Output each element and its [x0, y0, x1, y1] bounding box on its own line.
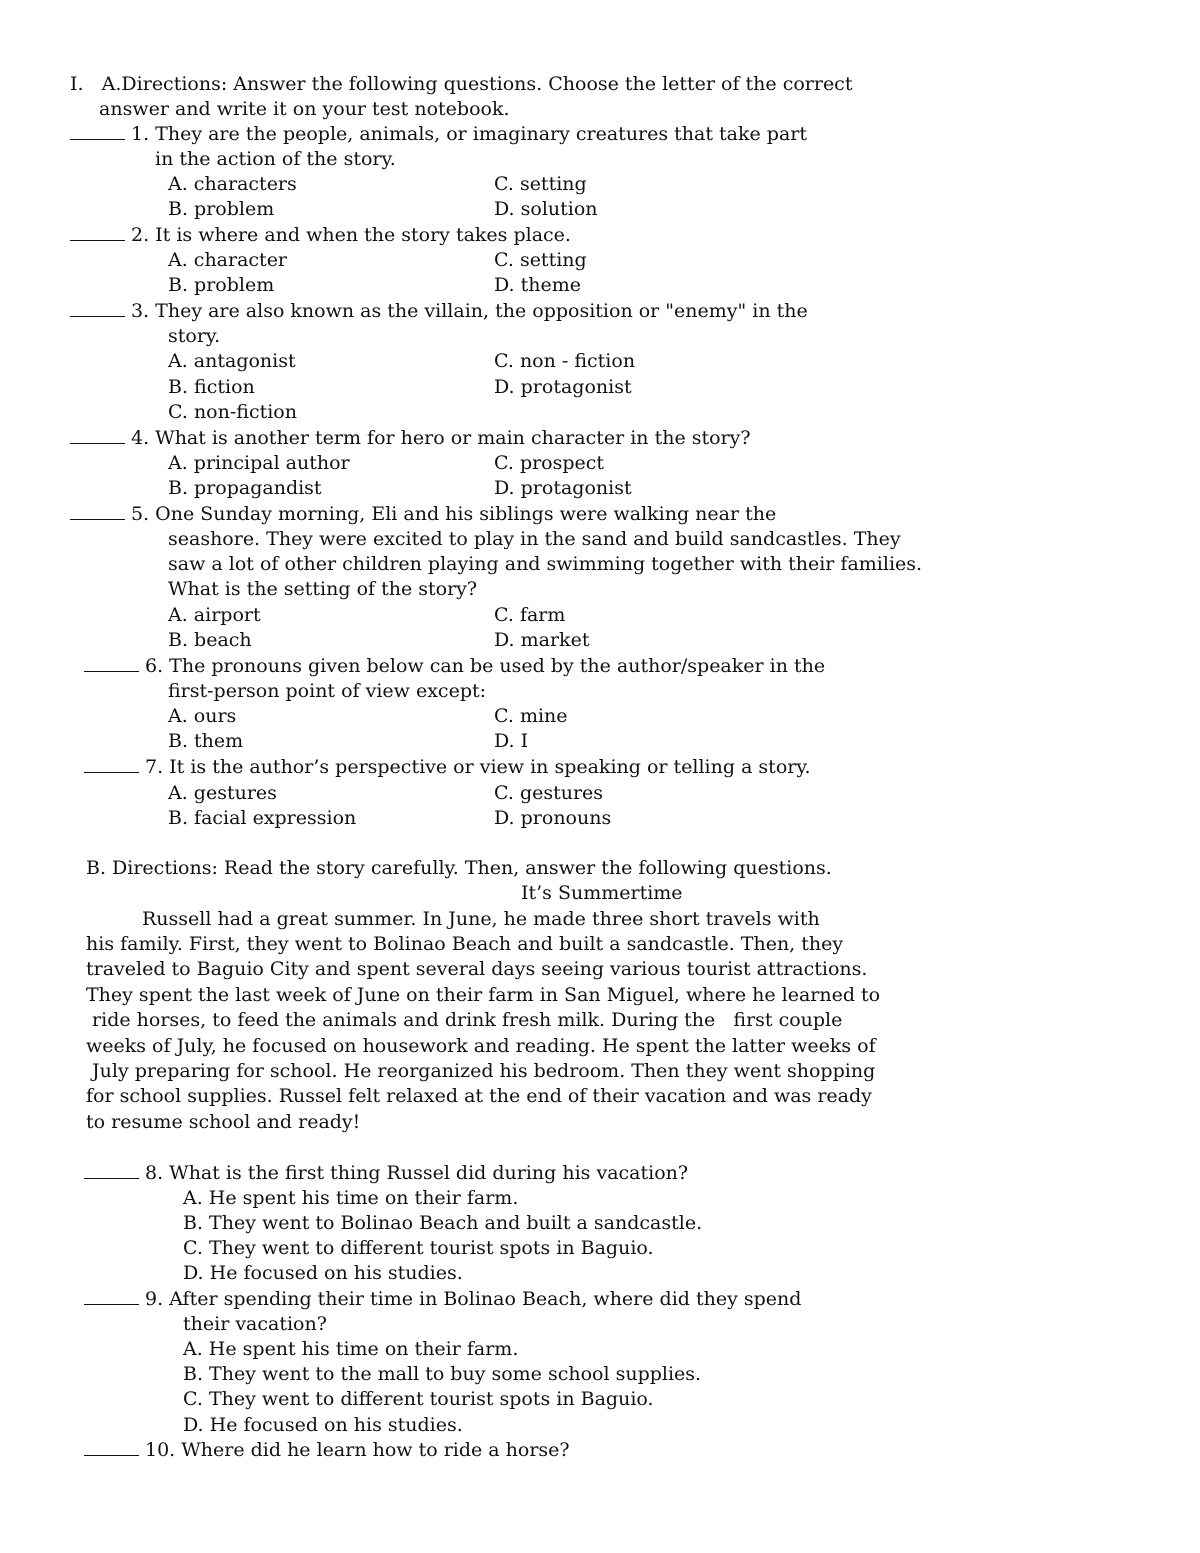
- question-1-cont: in the action of the story.: [155, 148, 396, 170]
- option-d: D. protagonist: [494, 477, 632, 499]
- option-d: D. protagonist: [494, 376, 632, 398]
- option-a: A. ours: [168, 705, 237, 727]
- option-d: D. solution: [494, 198, 598, 220]
- option-b: B. They went to the mall to buy some school supplies.: [183, 1363, 702, 1385]
- option-b: B. propagandist: [168, 477, 322, 499]
- answer-blank[interactable]: [70, 125, 125, 140]
- answer-blank[interactable]: [70, 429, 125, 444]
- option-b: B. beach: [168, 629, 252, 651]
- story-line: weeks of July, he focused on housework and reading. He spent the latter weeks of: [86, 1035, 876, 1057]
- story-line: Russell had a great summer. In June, he made three short travels with: [142, 908, 820, 930]
- question-9: 9. After spending their time in Bolinao Beach, where did they spend: [84, 1287, 801, 1312]
- part-b-heading: B. Directions: Read the story carefully. Then, answer the following questions.: [86, 857, 832, 879]
- answer-blank[interactable]: [70, 505, 125, 520]
- option-a: A. character: [168, 249, 288, 271]
- question-5-cont: seashore. They were excited to play in the sand and build sandcastles. They: [168, 528, 901, 550]
- question-3: 3. They are also known as the villain, the opposition or "enemy" in the: [70, 299, 808, 324]
- option-b: B. problem: [168, 198, 275, 220]
- answer-blank[interactable]: [84, 758, 139, 773]
- option-extra: C. non-fiction: [168, 401, 297, 423]
- option-b: B. They went to Bolinao Beach and built a sandcastle.: [183, 1212, 703, 1234]
- part-a-heading: I. A.Directions: Answer the following questions. Choose the letter of the correct: [70, 73, 853, 95]
- option-a: A. principal author: [168, 452, 350, 474]
- question-10: 10. Where did he learn how to ride a horse?: [84, 1438, 570, 1463]
- part-a-heading-cont: answer and write it on your test notebook.: [99, 98, 510, 120]
- option-d: D. theme: [494, 274, 582, 296]
- option-c: C. farm: [494, 604, 566, 626]
- answer-blank[interactable]: [84, 1441, 139, 1456]
- option-a: A. characters: [168, 173, 297, 195]
- question-5: 5. One Sunday morning, Eli and his siblings were walking near the: [70, 502, 776, 527]
- story-line: for school supplies. Russel felt relaxed at the end of their vacation and was ready: [86, 1085, 872, 1107]
- option-b: B. them: [168, 730, 244, 752]
- option-a: A. airport: [168, 604, 261, 626]
- option-a: A. gestures: [168, 782, 277, 804]
- answer-blank[interactable]: [84, 1164, 139, 1179]
- option-c: C. non - fiction: [494, 350, 636, 372]
- option-a: A. He spent his time on their farm.: [183, 1187, 519, 1209]
- option-c: C. prospect: [494, 452, 605, 474]
- story-line: traveled to Baguio City and spent several days seeing various tourist attractions.: [86, 958, 868, 980]
- question-3-cont: story.: [168, 325, 221, 347]
- question-7: 7. It is the author’s perspective or view in speaking or telling a story.: [84, 755, 811, 780]
- option-d: D. pronouns: [494, 807, 612, 829]
- option-c: C. They went to different tourist spots in Baguio.: [183, 1237, 654, 1259]
- option-c: C. They went to different tourist spots in Baguio.: [183, 1388, 654, 1410]
- answer-blank[interactable]: [70, 226, 125, 241]
- answer-blank[interactable]: [70, 302, 125, 317]
- story-line: July preparing for school. He reorganized his bedroom. Then they went shopping: [86, 1060, 876, 1082]
- story-title: It’s Summertime: [521, 882, 683, 904]
- question-1: 1. They are the people, animals, or imaginary creatures that take part: [70, 122, 807, 147]
- question-8: 8. What is the first thing Russel did during his vacation?: [84, 1161, 688, 1186]
- option-d: D. He focused on his studies.: [183, 1414, 463, 1436]
- option-d: D. I: [494, 730, 529, 752]
- story-line: They spent the last week of June on their farm in San Miguel, where he learned to: [86, 984, 881, 1006]
- story-line: to resume school and ready!: [86, 1111, 361, 1133]
- question-5-cont: saw a lot of other children playing and swimming together with their families.: [168, 553, 923, 575]
- question-5-cont: What is the setting of the story?: [168, 578, 478, 600]
- option-b: B. fiction: [168, 376, 255, 398]
- option-d: D. market: [494, 629, 590, 651]
- answer-blank[interactable]: [84, 657, 139, 672]
- question-2: 2. It is where and when the story takes place.: [70, 223, 571, 248]
- question-6: 6. The pronouns given below can be used by the author/speaker in the: [84, 654, 825, 679]
- option-c: C. setting: [494, 249, 587, 271]
- option-c: C. setting: [494, 173, 587, 195]
- answer-blank[interactable]: [84, 1290, 139, 1305]
- option-a: A. He spent his time on their farm.: [183, 1338, 519, 1360]
- question-6-cont: first-person point of view except:: [168, 680, 487, 702]
- story-line: ride horses, to feed the animals and drink fresh milk. During the first couple: [86, 1009, 843, 1031]
- question-9-cont: their vacation?: [183, 1313, 327, 1335]
- option-b: B. problem: [168, 274, 275, 296]
- option-c: C. gestures: [494, 782, 604, 804]
- option-a: A. antagonist: [168, 350, 296, 372]
- story-line: his family. First, they went to Bolinao Beach and built a sandcastle. Then, they: [86, 933, 844, 955]
- question-4: 4. What is another term for hero or main character in the story?: [70, 426, 751, 451]
- option-b: B. facial expression: [168, 807, 357, 829]
- option-c: C. mine: [494, 705, 568, 727]
- option-d: D. He focused on his studies.: [183, 1262, 463, 1284]
